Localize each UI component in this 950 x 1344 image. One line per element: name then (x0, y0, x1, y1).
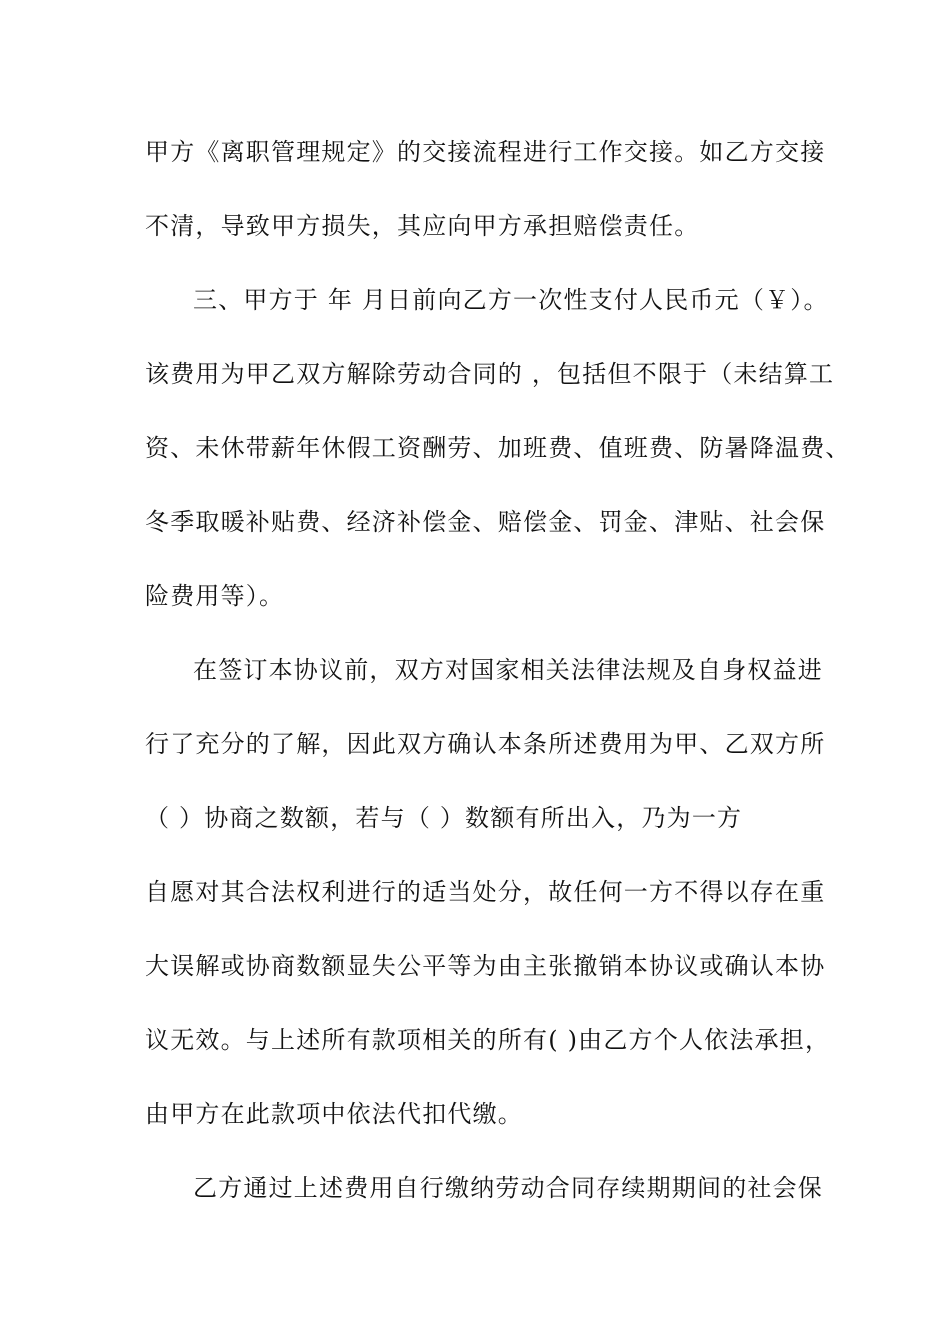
text-line: 甲方《离职管理规定》的交接流程进行工作交接。如乙方交接 (145, 138, 826, 166)
text-line: 行了充分的了解，因此双方确认本条所述费用为甲、乙双方所 (145, 730, 826, 758)
text-line: 由甲方在此款项中依法代扣代缴。 (145, 1100, 523, 1128)
text-line: 议无效。与上述所有款项相关的所有( )由乙方个人依法承担， (145, 1026, 831, 1054)
text-line: 冬季取暖补贴费、经济补偿金、赔偿金、罚金、津贴、社会保 (145, 508, 826, 536)
paragraph-start-line: 乙方通过上述费用自行缴纳劳动合同存续期期间的社会保 (193, 1174, 823, 1202)
text-line: 大误解或协商数额显失公平等为由主张撤销本协议或确认本协 (145, 952, 826, 980)
text-line: 该费用为甲乙双方解除劳动合同的 ，包括但不限于（未结算工 (145, 360, 835, 388)
paragraph-start-line: 三、甲方于 年 月日前向乙方一次性支付人民币元（￥）。 (193, 286, 829, 314)
paragraph-start-line: 在签订本协议前，双方对国家相关法律法规及自身权益进 (193, 656, 823, 684)
text-line: 自愿对其合法权利进行的适当处分，故任何一方不得以存在重 (145, 878, 826, 906)
text-line: 不清，导致甲方损失，其应向甲方承担赔偿责任。 (145, 212, 700, 240)
text-line: 资、未休带薪年休假工资酬劳、加班费、值班费、防暑降温费、 (145, 434, 851, 462)
text-line: 险费用等）。 (145, 582, 285, 610)
text-line: （ ）协商之数额，若与（ ）数额有所出入，乃为一方 (145, 804, 743, 832)
